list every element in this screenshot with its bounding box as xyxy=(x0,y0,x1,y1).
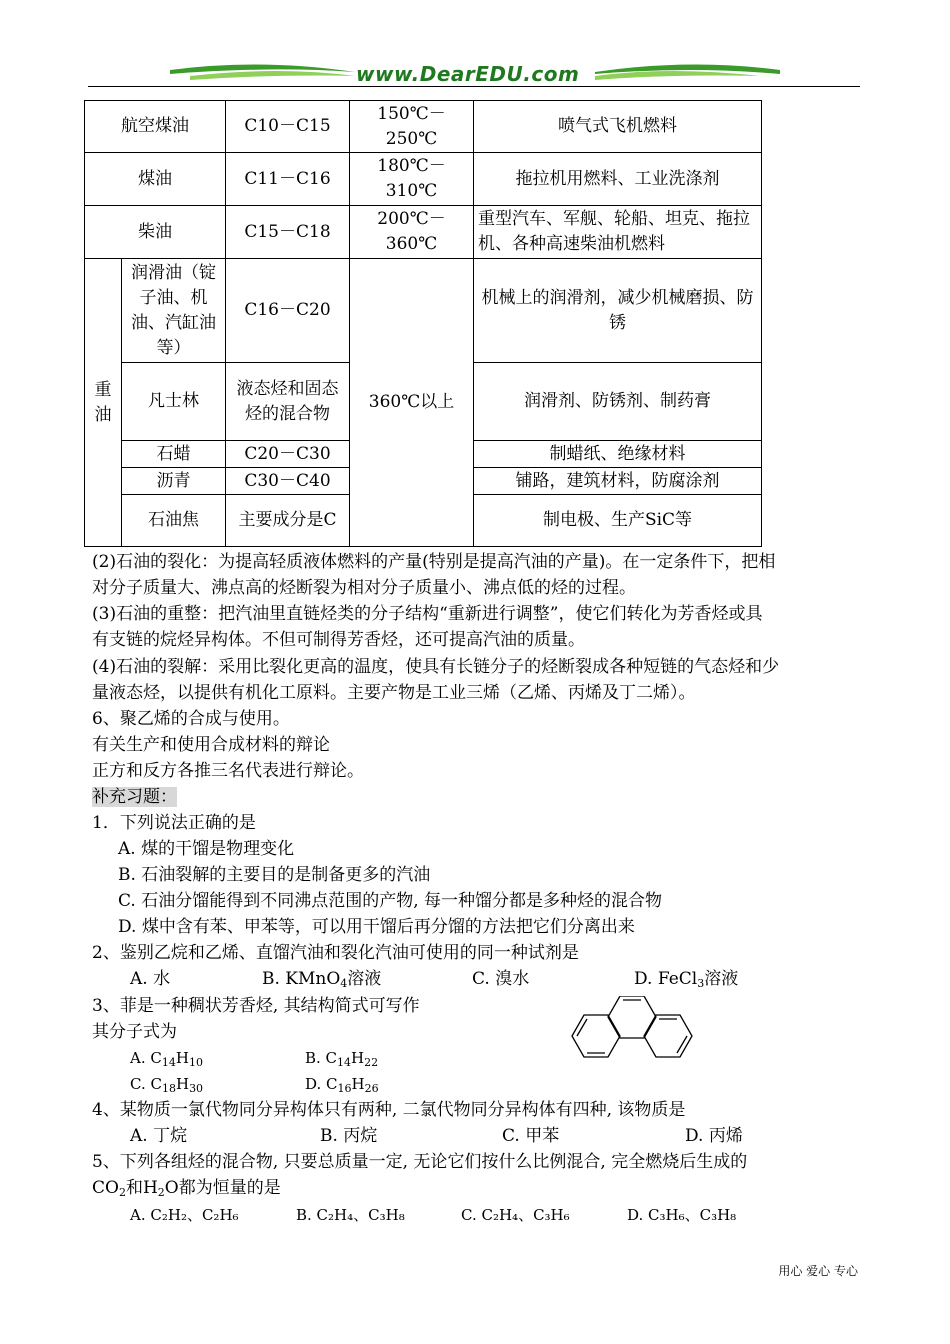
question-2: 2、鉴别乙烷和乙烯、直馏汽油和裂化汽油可使用的同一种试剂是 xyxy=(92,943,579,963)
question-3-formula-prompt: 其分子式为 xyxy=(92,1022,177,1042)
carbon-range: C20－C30 xyxy=(226,441,350,468)
q2-option-b: B. KMnO$_4$溶液 xyxy=(262,969,382,990)
q5-option-d: D. C₃H₆、C₃H₈ xyxy=(627,1206,737,1224)
carbon-range: C10－C15 xyxy=(226,101,350,153)
q4-option-a: A. 丁烷 xyxy=(130,1126,188,1146)
q3-option-d: D. $C_{16}H_{26}$ xyxy=(305,1075,379,1095)
q3-option-a: A. $C_{14}H_{10}$ xyxy=(130,1049,203,1069)
table-row xyxy=(85,153,762,206)
fraction-name: 航空煤油 xyxy=(85,101,226,153)
fraction-name: 沥青 xyxy=(122,468,226,495)
q1-option-b: B. 石油裂解的主要目的是制备更多的汽油 xyxy=(118,865,431,885)
phenanthrene-structure-diagram xyxy=(566,996,700,1074)
table-row xyxy=(85,259,762,363)
q1-option-a: A. 煤的干馏是物理变化 xyxy=(118,839,295,859)
supplementary-heading: 补充习题： xyxy=(92,787,177,807)
q2-option-d: D. FeCl$_3$溶液 xyxy=(634,969,739,990)
boiling-range: 180℃－310℃ xyxy=(350,153,474,206)
fraction-use: 铺路，建筑材料，防腐涂剂 xyxy=(474,468,762,495)
carbon-range: C16－C20 xyxy=(226,259,350,363)
q4-option-d: D. 丙烯 xyxy=(685,1126,743,1146)
fraction-name: 润滑油（锭子油、机油、汽缸油等） xyxy=(122,259,226,363)
q5-option-a: A. C₂H₂、C₂H₆ xyxy=(130,1206,239,1224)
q3-option-b: B. $C_{14}H_{22}$ xyxy=(305,1049,379,1069)
fraction-use: 润滑剂、防锈剂、制药膏 xyxy=(474,363,762,441)
fraction-use: 喷气式飞机燃料 xyxy=(474,101,762,153)
supplementary-heading-wrap xyxy=(92,784,177,810)
carbon-range: C15－C18 xyxy=(226,206,350,259)
header-rule xyxy=(88,86,860,87)
q4-option-c: C. 甲苯 xyxy=(502,1126,560,1146)
table-row xyxy=(85,101,762,153)
fraction-name: 凡士林 xyxy=(122,363,226,441)
q3-option-c: C. $C_{18}H_{30}$ xyxy=(130,1075,204,1095)
paragraph-cracking-1: (2)石油的裂化：为提高轻质液体燃料的产量(特别是提高汽油的产量)。在一定条件下，把相 xyxy=(92,552,776,572)
fraction-name: 煤油 xyxy=(85,153,226,206)
q1-option-c: C. 石油分馏能得到不同沸点范围的产物, 每一种馏分都是多种烃的混合物 xyxy=(118,891,663,911)
question-5: 5、下列各组烃的混合物, 只要总质量一定, 无论它们按什么比例混合, 完全燃烧后生成的 xyxy=(92,1152,748,1172)
q4-option-b: B. 丙烷 xyxy=(320,1126,378,1146)
paragraph-reforming-1: (3)石油的重整：把汽油里直链烃类的分子结构“重新进行调整”，使它们转化为芳香烃或具 xyxy=(92,604,763,624)
paragraph-reforming-2: 有支链的烷烃异构体。不但可制得芳香烃，还可提高汽油的质量。 xyxy=(92,630,585,650)
boiling-range: 200℃－360℃ xyxy=(350,206,474,259)
question-3: 3、菲是一种稠状芳香烃, 其结构简式可写作 xyxy=(92,996,420,1016)
debate-title: 有关生产和使用合成材料的辩论 xyxy=(92,735,330,755)
boiling-range: 150℃－250℃ xyxy=(350,101,474,153)
fraction-use: 制蜡纸、绝缘材料 xyxy=(474,441,762,468)
fraction-name: 石蜡 xyxy=(122,441,226,468)
petroleum-fractions-table xyxy=(84,100,762,547)
paragraph-pyrolysis-1: (4)石油的裂解：采用比裂化更高的温度，使具有长链分子的烃断裂成各种短链的气态烃和少 xyxy=(92,657,780,677)
question-5-cont: $CO_2$和$H_2O$都为恒量的是 xyxy=(92,1178,281,1199)
heavy-oil-label: 重油 xyxy=(85,259,122,547)
carbon-range: C30－C40 xyxy=(226,468,350,495)
q5-option-c: C. C₂H₄、C₃H₆ xyxy=(461,1206,570,1224)
fraction-use: 拖拉机用燃料、工业洗涤剂 xyxy=(474,153,762,206)
q5-option-b: B. C₂H₄、C₃H₈ xyxy=(296,1206,405,1224)
question-4: 4、某物质一氯代物同分异构体只有两种, 二氯代物同分异构体有四种, 该物质是 xyxy=(92,1100,686,1120)
fraction-use: 机械上的润滑剂，减少机械磨损、防锈 xyxy=(474,259,762,363)
section-polyethylene: 6、聚乙烯的合成与使用。 xyxy=(92,709,290,729)
header-logo-text[interactable]: www.DearEDU.com xyxy=(356,62,580,86)
carbon-range: C11－C16 xyxy=(226,153,350,206)
fraction-use: 重型汽车、军舰、轮船、坦克、拖拉机、各种高速柴油机燃料 xyxy=(474,206,762,259)
question-1: 1．下列说法正确的是 xyxy=(92,813,256,833)
fraction-use: 制电极、生产SiC等 xyxy=(474,495,762,547)
q1-option-d: D. 煤中含有苯、甲苯等，可以用干馏后再分馏的方法把它们分离出来 xyxy=(118,917,635,937)
q2-option-a: A. 水 xyxy=(130,969,171,989)
q2-option-c: C. 溴水 xyxy=(472,969,530,989)
debate-desc: 正方和反方各推三名代表进行辩论。 xyxy=(92,761,364,781)
page-footer: 用心 爱心 专心 xyxy=(778,1264,858,1278)
fraction-name: 石油焦 xyxy=(122,495,226,547)
carbon-range: 液态烃和固态烃的混合物 xyxy=(226,363,350,441)
heavy-boiling-range: 360℃以上 xyxy=(350,259,474,547)
table-row xyxy=(85,206,762,259)
fraction-name: 柴油 xyxy=(85,206,226,259)
paragraph-pyrolysis-2: 量液态烃，以提供有机化工原料。主要产物是工业三烯（乙烯、丙烯及丁二烯）。 xyxy=(92,683,696,703)
paragraph-cracking-2: 对分子质量大、沸点高的烃断裂为相对分子质量小、沸点低的烃的过程。 xyxy=(92,578,636,598)
carbon-range: 主要成分是C xyxy=(226,495,350,547)
